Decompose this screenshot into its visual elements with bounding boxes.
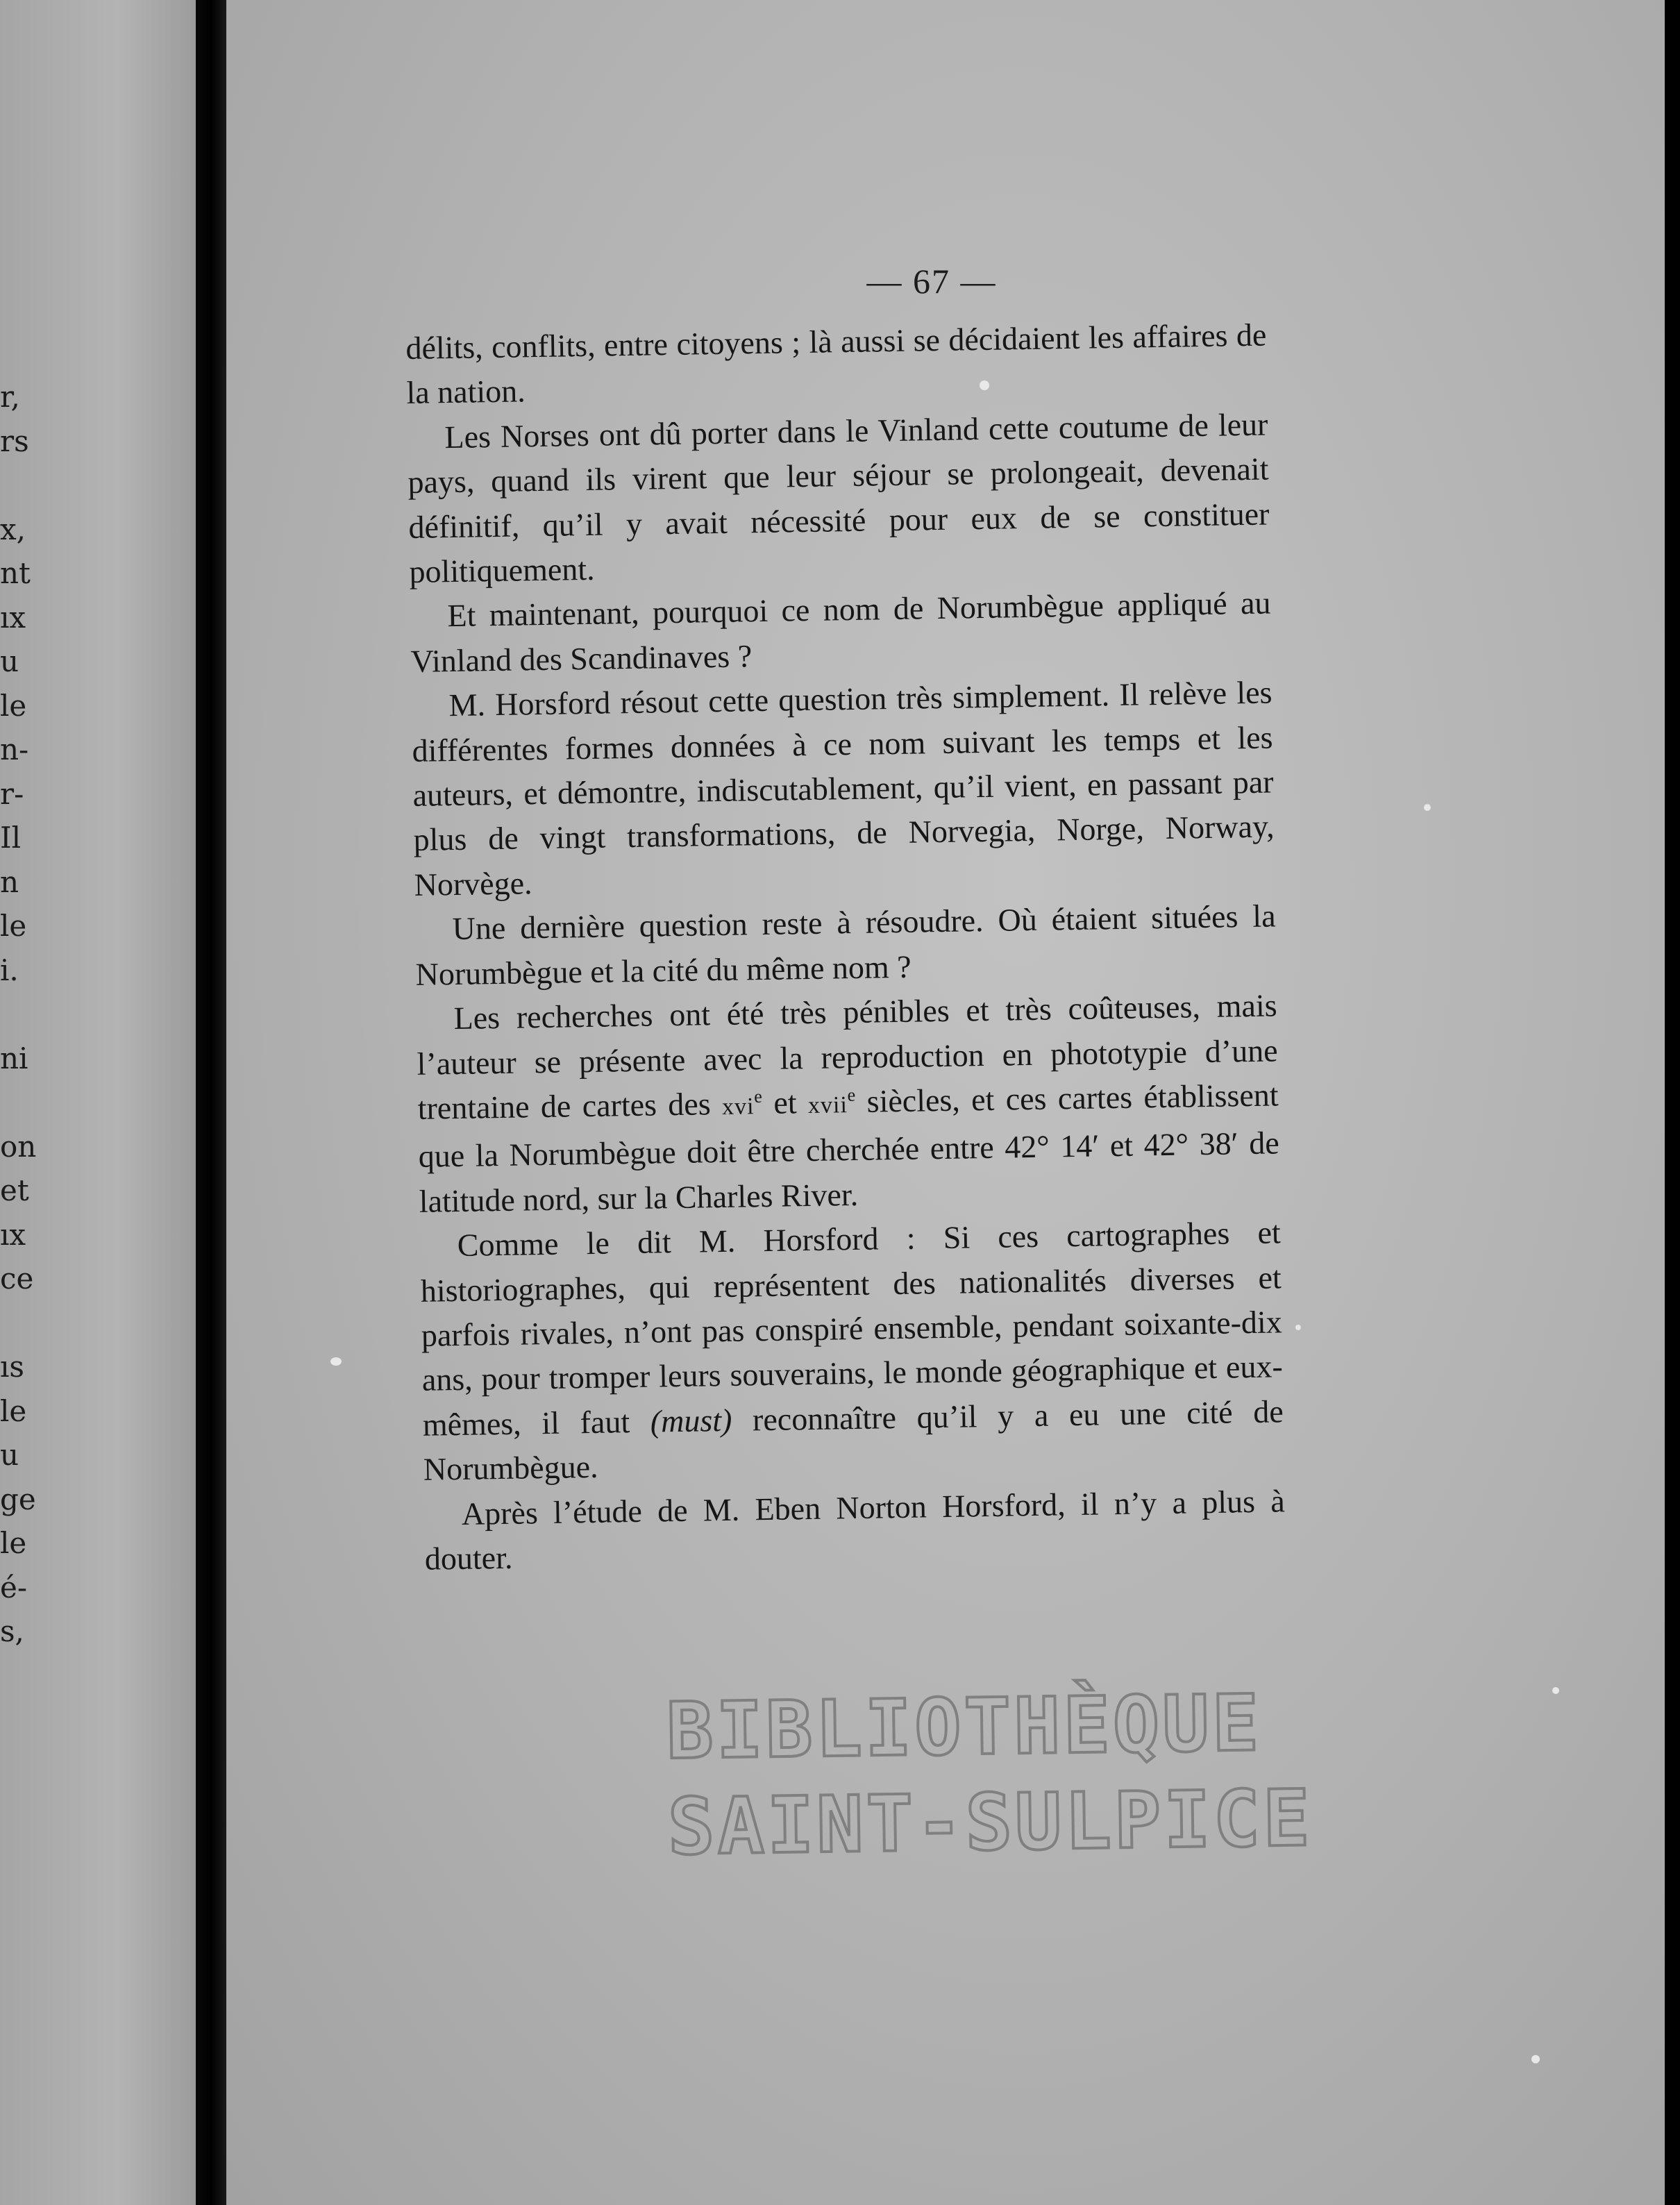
paragraph-7-start: Comme le dit M. Horsford : Si ces cartographes et historiographes, qui représentent des nationalités diverses et parfois rivales, n’ont pas conspiré ensemble, pendant soixante-dix ans, pour tromper leurs souverains, le monde géographique et eux-mêmes, il faut [420,1214,1284,1443]
paragraph-6-conjunction: et [762,1084,809,1121]
left-page-fragment: Il [0,821,22,855]
left-page-fragment: nt [0,556,31,590]
left-page-fragment: é- [0,1570,28,1604]
dust-speck [1295,1325,1301,1330]
paragraph-7-end: reconnaître qu’il y a eu une cité de Norumbègue. [423,1393,1284,1487]
left-page-fragment: ıx [0,1217,26,1252]
left-page-fragment: ni [0,1041,28,1075]
paragraph-1: délits, conflits, entre citoyens ; là aussi se décidaient les affaires de la nation. [405,317,1267,411]
paragraph-6-start: Les recherches ont été très pénibles et très coûteuses, mais l’auteur se présente avec la reproduction en phototypie d’une trentaine de cartes des [417,987,1278,1126]
left-page-fragment: ge [0,1482,36,1516]
dust-speck [1531,2055,1540,2063]
paragraph-4: M. Horsford résout cette question très simplement. Il relève les différentes formes données à ce nom suivant les temps et les auteurs, et démontre, indiscutablement, qu’il vient, en passant par plus de vingt transformations, de Norvegia, Norge, Norway, Norvège. [412,674,1275,903]
dust-speck [1552,1687,1559,1694]
paragraph-8: Après l’étude de M. Eben Norton Horsford, il n’y a plus à douter. [424,1482,1286,1577]
paragraph-6 [416,983,1280,1223]
left-page-fragment: u [0,644,19,678]
left-page-fragment: x, [0,512,26,546]
left-page-fragment [0,463,42,508]
century-xvi-superscript: e [754,1086,763,1107]
left-page-fragment: r, [0,380,20,414]
left-page-fragment: n [0,864,19,899]
paragraph-7-italic-must: (must) [650,1402,732,1439]
paragraph-5: Une dernière question reste à résoudre. Où étaient situées la Norumbègue et la cité du même nom ? [415,898,1276,992]
century-xvii-superscript: e [847,1084,856,1105]
century-xvi: xvi [721,1093,755,1120]
left-page-fragment: rs [0,424,29,458]
right-page-edge [1665,0,1680,2205]
left-page-fragment: le [0,909,27,943]
left-page-fragment: i. [0,953,19,987]
dust-speck [330,1357,342,1366]
page-number: — 67 — [866,262,997,301]
left-page-fragment: le [0,1526,27,1560]
stamp-line-1: BIBLIOTHÈQUE [666,1678,1263,1777]
stamp-line-2: SAINT-SULPICE [667,1773,1313,1873]
left-page-fragment: et [0,1173,29,1207]
left-page-fragment: n- [0,732,29,766]
dust-speck [1424,804,1431,811]
left-page-fragment: le [0,1393,27,1428]
left-page-fragment [0,1080,42,1125]
left-page-fragment: ıx [0,600,26,635]
body-text [405,313,1286,1582]
library-perforation-stamp [666,1677,1313,1876]
paragraph-3: Et maintenant, pourquoi ce nom de Norumbègue appliqué au Vinland des Scandinaves ? [410,585,1271,679]
left-page-fragment: le [0,688,27,723]
left-page [0,0,196,2205]
left-page-fragment [0,1301,42,1345]
left-page-fragment: r- [0,776,24,811]
left-page-fragment: u [0,1438,19,1472]
left-page-fragment: s, [0,1614,24,1648]
paragraph-2: Les Norses ont dû porter dans le Vinland cette coutume de leur pays, quand ils virent que leur séjour se prolongeait, devenait définitif, qu’il y avait nécessité pour eux de se constituer politiquement. [408,406,1270,589]
paragraph-7 [419,1210,1284,1492]
book-gutter [196,0,226,2205]
left-page-fragment: ce [0,1261,34,1296]
left-page-fragment: on [0,1129,37,1164]
main-page [226,0,1665,2205]
paragraph-6-end: siècles, et ces cartes établissent que la Norumbègue doit être cherchée entre 42° 14′ et 42° 38′ de latitude nord, sur la Charles River. [418,1077,1280,1219]
century-xvii: xvii [807,1092,848,1118]
left-page-fragment [0,992,42,1037]
dust-speck [980,380,989,390]
left-page-fragment: ıs [0,1350,24,1384]
left-page-text-fragments [0,375,42,1654]
